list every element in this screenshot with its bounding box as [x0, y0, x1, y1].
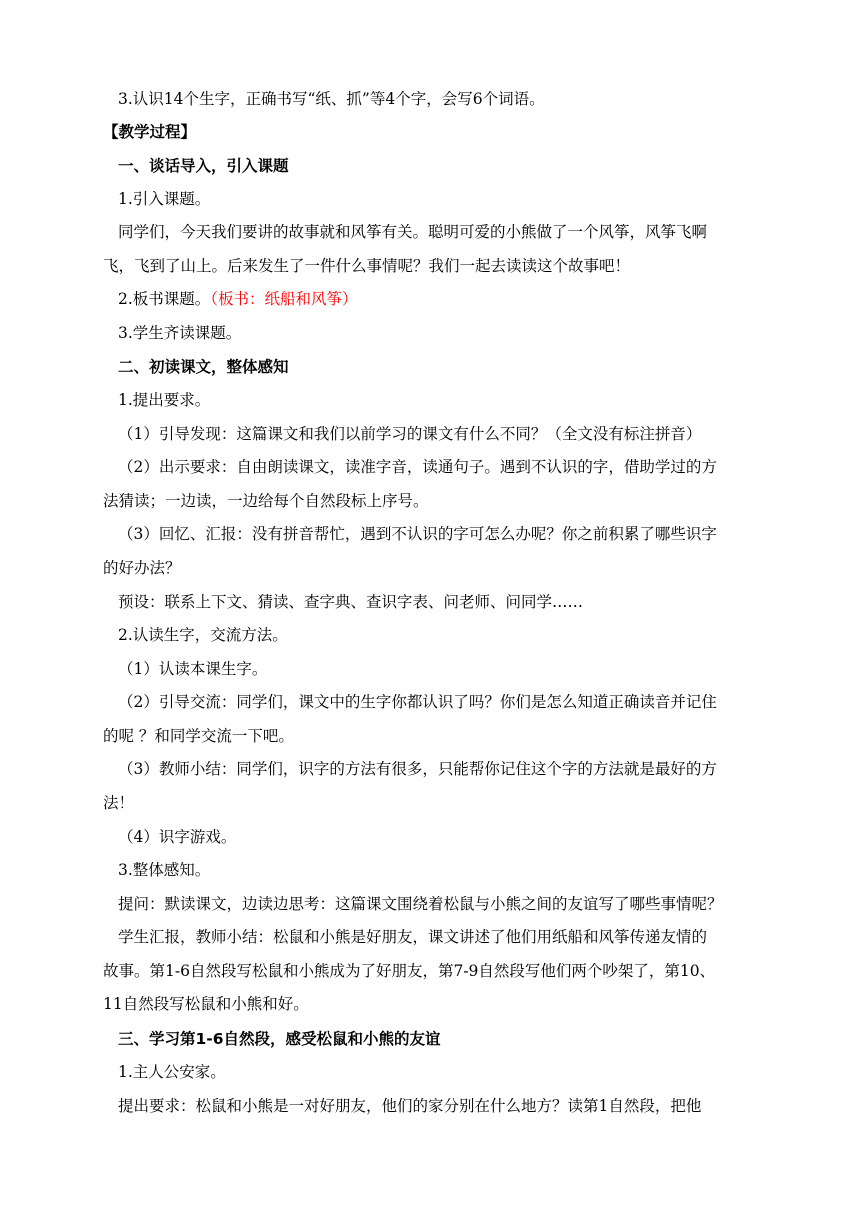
- section-2-p4-line2-text: 的好办法？: [103, 559, 181, 577]
- section-2-p13-line1: [0, 920, 860, 954]
- section-2-title-text: 二、初读课文，整体感知: [118, 358, 289, 376]
- section-2-p13-line2: [0, 954, 860, 988]
- section-2-p11: [0, 853, 860, 887]
- section-1-p4-text: 3.学生齐读课题。: [118, 324, 242, 342]
- section-2-p1-text: 1.提出要求。: [118, 391, 211, 409]
- section-1-p2-line2: [0, 249, 860, 283]
- section-3-p1-text: 1.主人公安家。: [118, 1063, 226, 1081]
- section-2-p6-text: 2.认读生字，交流方法。: [118, 626, 288, 644]
- section-2-p3-line1: [0, 450, 860, 484]
- section-1-p1: [0, 182, 860, 216]
- section-3-p2-line1: [0, 1089, 860, 1123]
- section-2-p12-text: 提问：默读课文，边读边思考：这篇课文围绕着松鼠与小熊之间的友谊写了哪些事情呢？: [118, 895, 723, 913]
- section-2-p9-line1-text: （3）教师小结：同学们，识字的方法有很多，只能帮你记住这个字的方法就是最好的方: [118, 760, 717, 778]
- section-1-p2-line2-text: 飞，飞到了山上。后来发生了一件什么事情呢？我们一起去读读这个故事吧！: [103, 257, 631, 275]
- section-3-title: [0, 1022, 860, 1056]
- section-2-p2-text: （1）引导发现：这篇课文和我们以前学习的课文有什么不同？（全文没有标注拼音）: [118, 425, 702, 443]
- section-2-p8-line2-text: 的呢 ？和同学交流一下吧。: [103, 727, 294, 745]
- section-2-p13-line3-text: 11自然段写松鼠和小熊和好。: [103, 995, 309, 1013]
- section-2-p9-line2: [0, 786, 860, 820]
- section-2-p2: [0, 417, 860, 451]
- section-2-p3-line2-text: 法猜读；一边读，一边给每个自然段标上序号。: [103, 492, 429, 510]
- section-2-title: [0, 350, 860, 384]
- section-1-p2-line1-text: 同学们，今天我们要讲的故事就和风筝有关。聪明可爱的小熊做了一个风筝，风筝飞啊: [118, 223, 708, 241]
- section-2-p3-line1-text: （2）出示要求：自由朗读课文，读准字音，读通句子。遇到不认识的字，借助学过的方: [118, 458, 717, 476]
- section-2-p4-line1-text: （3）回忆、汇报：没有拼音帮忙，遇到不认识的字可怎么办呢？你之前积累了哪些识字: [118, 525, 717, 543]
- section-1-p3-text: 2.板书课题。: [118, 290, 211, 308]
- section-2-p5: [0, 585, 860, 619]
- section-1-p2-line1: [0, 215, 860, 249]
- objective-3-text: 3.认识14个生字，正确书写“纸、抓”等4个字，会写6个词语。: [118, 90, 545, 108]
- teaching-process-heading-text: 【教学过程】: [103, 123, 197, 141]
- objective-3: [0, 82, 860, 116]
- section-1-p4: [0, 316, 860, 350]
- section-2-p13-line3: [0, 987, 860, 1021]
- section-3-p1: [0, 1055, 860, 1089]
- section-2-p9-line2-text: 法！: [103, 794, 135, 812]
- section-2-p1: [0, 383, 860, 417]
- section-1-p3: [0, 282, 860, 316]
- section-2-p7: [0, 652, 860, 686]
- blackboard-note: （板书：纸船和风筝）: [210, 290, 358, 308]
- section-2-p10-text: （4）识字游戏。: [118, 828, 237, 846]
- section-2-p6: [0, 618, 860, 652]
- section-3-title-text: 三、学习第1-6自然段，感受松鼠和小熊的友谊: [118, 1030, 441, 1048]
- section-2-p8-line2: [0, 719, 860, 753]
- section-1-title: [0, 149, 860, 183]
- section-1-p1-text: 1.引入课题。: [118, 190, 211, 208]
- section-2-p4-line1: [0, 517, 860, 551]
- section-2-p8-line1: [0, 685, 860, 719]
- section-2-p8-line1-text: （2）引导交流：同学们，课文中的生字你都认识了吗？你们是怎么知道正确读音并记住: [118, 693, 717, 711]
- section-2-p7-text: （1）认读本课生字。: [118, 660, 268, 678]
- section-2-p13-line1-text: 学生汇报，教师小结：松鼠和小熊是好朋友，课文讲述了他们用纸船和风筝传递友情的: [118, 928, 708, 946]
- section-2-p9-line1: [0, 752, 860, 786]
- section-1-p3-wrap: [118, 282, 358, 316]
- section-2-p4-line2: [0, 551, 860, 585]
- section-2-p10: [0, 820, 860, 854]
- section-2-p11-text: 3.整体感知。: [118, 861, 211, 879]
- section-1-title-text: 一、谈话导入，引入课题: [118, 157, 289, 175]
- section-3-p2-line1-text: 提出要求：松鼠和小熊是一对好朋友，他们的家分别在什么地方？读第1自然段，把他: [118, 1097, 702, 1115]
- section-2-p12: [0, 887, 860, 921]
- section-2-p13-line2-text: 故事。第1-6自然段写松鼠和小熊成为了好朋友，第7-9自然段写他们两个吵架了，第10、: [103, 962, 716, 980]
- teaching-process-heading: [0, 115, 860, 149]
- section-2-p3-line2: [0, 484, 860, 518]
- section-2-p5-text: 预设：联系上下文、猜读、查字典、查识字表、问老师、问同学……: [118, 593, 584, 611]
